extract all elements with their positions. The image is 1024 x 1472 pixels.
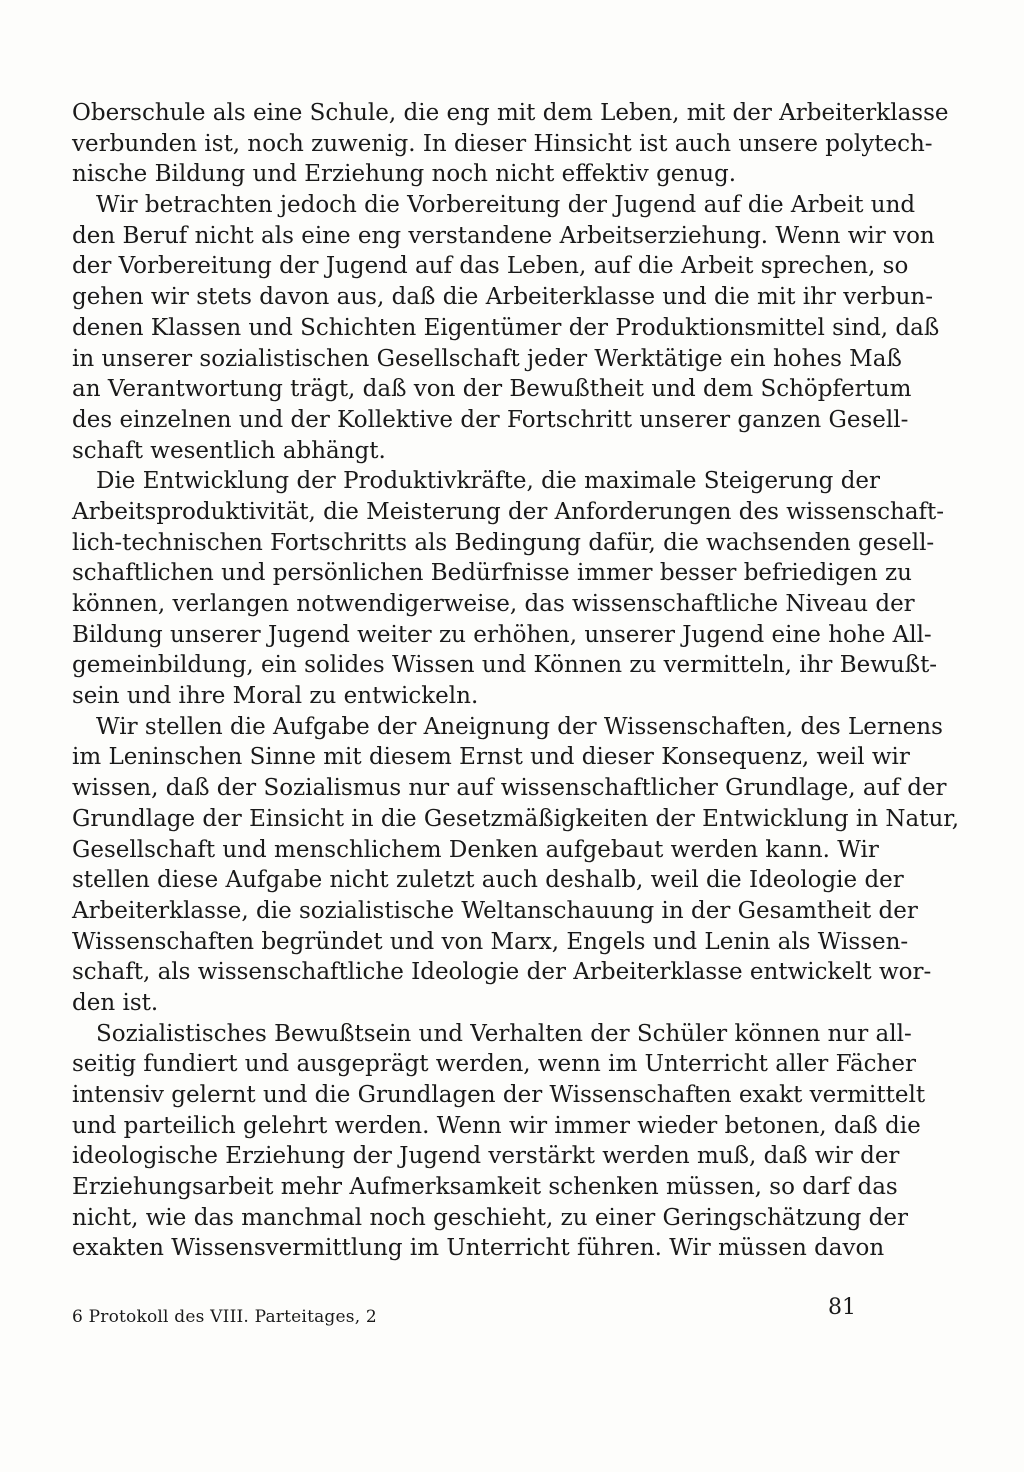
text-line: ideologische Erziehung der Jugend verstärkt werden muß, daß wir der	[72, 1143, 900, 1170]
text-line: des einzelnen und der Kollektive der Fortschritt unserer ganzen Gesell-	[72, 406, 909, 433]
text-line: im Leninschen Sinne mit diesem Ernst und dieser Konsequenz, weil wir	[72, 744, 910, 771]
page-number: 81	[828, 1295, 856, 1320]
text-line: stellen diese Aufgabe nicht zuletzt auch deshalb, weil die Ideologie der	[72, 867, 904, 894]
text-line: Wir betrachten jedoch die Vorbereitung der Jugend auf die Arbeit und	[96, 192, 916, 219]
text-line: exakten Wissensvermittlung im Unterricht führen. Wir müssen davon	[72, 1235, 885, 1262]
text-line: Sozialistisches Bewußtsein und Verhalten der Schüler können nur all-	[96, 1020, 912, 1047]
text-line: Arbeitsproduktivität, die Meisterung der Anforderungen des wissenschaft-	[72, 498, 945, 525]
text-line: Erziehungsarbeit mehr Aufmerksamkeit schenken müssen, so darf das	[72, 1174, 898, 1201]
text-line: Grundlage der Einsicht in die Gesetzmäßigkeiten der Entwicklung in Natur,	[72, 805, 960, 832]
text-line: wissen, daß der Sozialismus nur auf wissenschaftlicher Grundlage, auf der	[72, 775, 947, 802]
footer-signature: 6 Protokoll des VIII. Parteitages, 2	[72, 1307, 377, 1327]
page-footer	[72, 1293, 856, 1333]
body-text	[72, 98, 960, 1264]
text-line: schaft wesentlich abhängt.	[72, 437, 386, 464]
text-line: seitig fundiert und ausgeprägt werden, wenn im Unterricht aller Fächer	[72, 1051, 916, 1078]
text-line: schaftlichen und persönlichen Bedürfnisse immer besser befriedigen zu	[72, 560, 912, 587]
text-line: schaft, als wissenschaftliche Ideologie der Arbeiterklasse entwickelt wor-	[72, 959, 932, 986]
text-line: intensiv gelernt und die Grundlagen der Wissenschaften exakt vermittelt	[72, 1082, 926, 1108]
text-line: gemeinbildung, ein solides Wissen und Können zu vermitteln, ihr Bewußt-	[72, 652, 938, 679]
text-line: nische Bildung und Erziehung noch nicht effektiv genug.	[72, 161, 737, 188]
text-line: nicht, wie das manchmal noch geschieht, zu einer Geringschätzung der	[72, 1204, 908, 1231]
text-line: in unserer sozialistischen Gesellschaft jeder Werktätige ein hohes Maß	[72, 345, 902, 372]
text-line: und parteilich gelehrt werden. Wenn wir immer wieder betonen, daß die	[72, 1112, 921, 1139]
text-line: Gesellschaft und menschlichem Denken aufgebaut werden kann. Wir	[72, 836, 879, 863]
text-line: können, verlangen notwendigerweise, das wissenschaftliche Niveau der	[72, 591, 915, 617]
text-line: den Beruf nicht als eine eng verstandene Arbeitserziehung. Wenn wir von	[72, 222, 935, 249]
text-line: Wissenschaften begründet und von Marx, Engels und Lenin als Wissen-	[72, 928, 909, 955]
text-line: denen Klassen und Schichten Eigentümer der Produktionsmittel sind, daß	[72, 314, 940, 341]
text-line: Die Entwicklung der Produktivkräfte, die maximale Steigerung der	[96, 468, 881, 495]
text-line: Arbeiterklasse, die sozialistische Weltanschauung in der Gesamtheit der	[72, 897, 918, 924]
text-line: sein und ihre Moral zu entwickeln.	[72, 683, 479, 710]
text-line: an Verantwortung trägt, daß von der Bewußtheit und dem Schöpfertum	[72, 376, 912, 403]
text-line: lich-technischen Fortschritts als Bedingung dafür, die wachsenden gesell-	[72, 529, 935, 556]
text-line: Bildung unserer Jugend weiter zu erhöhen, unserer Jugend eine hohe All-	[72, 621, 932, 648]
text-line: gehen wir stets davon aus, daß die Arbeiterklasse und die mit ihr verbun-	[72, 284, 933, 311]
text-line: Oberschule als eine Schule, die eng mit dem Leben, mit der Arbeiterklasse	[72, 100, 949, 126]
text-line: verbunden ist, noch zuwenig. In dieser Hinsicht ist auch unsere polytech-	[72, 130, 933, 157]
text-line: der Vorbereitung der Jugend auf das Leben, auf die Arbeit sprechen, so	[72, 253, 909, 280]
text-line: Wir stellen die Aufgabe der Aneignung der Wissenschaften, des Lernens	[96, 713, 943, 740]
text-line: den ist.	[72, 989, 159, 1016]
